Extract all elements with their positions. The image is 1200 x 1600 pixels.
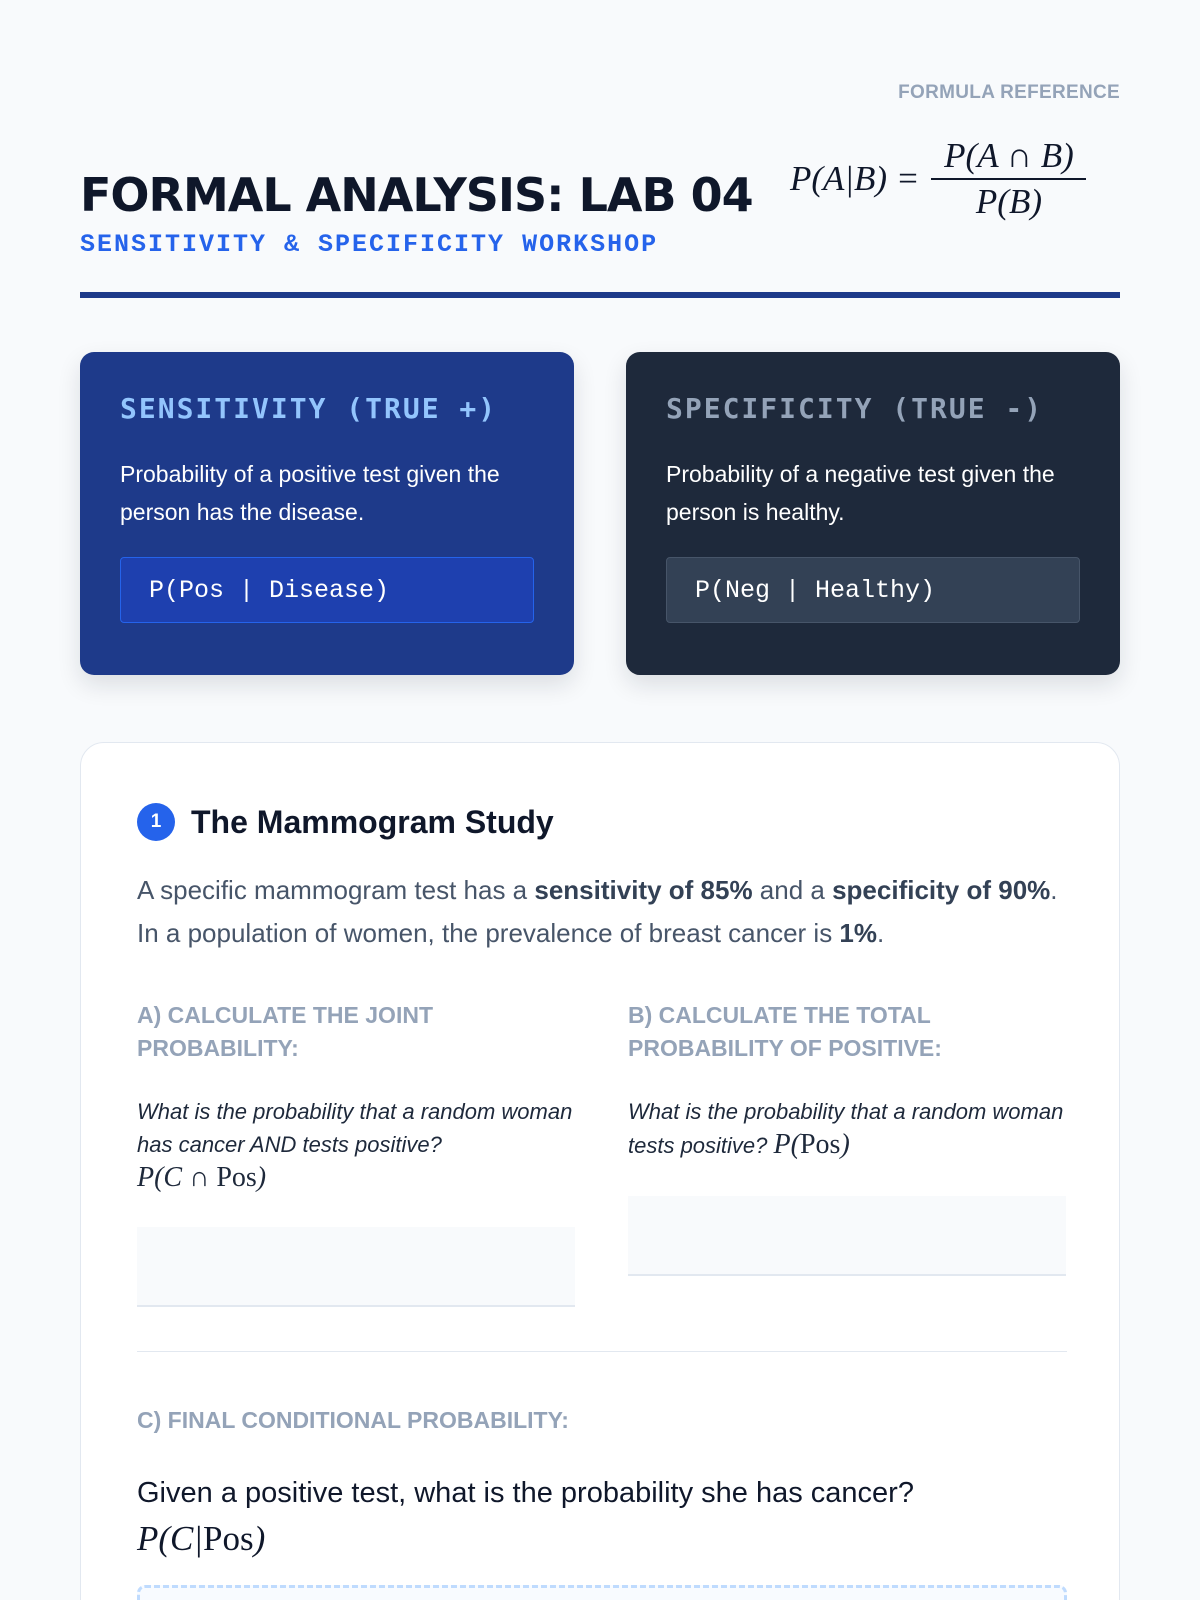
question-a-label: A) CALCULATE THE JOINT PROBABILITY: [137,1002,434,1061]
question-a-math [137,1162,266,1193]
intro-sensitivity: sensitivity of 85% [534,875,753,905]
study-title: The Mammogram Study [191,803,554,840]
question-b-math [774,1129,850,1160]
specificity-card [626,352,1120,675]
question-a-text [137,1095,575,1195]
math-word: Pos [799,1129,841,1160]
question-b-label: B) CALCULATE THE TOTAL PROBABILITY OF POSITIVE: [628,1002,942,1061]
question-c-prompt: Given a positive test, what is the probability she has cancer? [137,1477,914,1509]
study-intro [137,869,1067,955]
section-divider [137,1351,1067,1352]
question-c-math [137,1519,265,1558]
question-c-text [137,1471,1067,1564]
specificity-formula: P(Neg | Healthy) [666,557,1080,623]
question-b [628,999,1066,1276]
bayes-formula [790,136,1086,222]
header-divider [80,292,1120,298]
math-word: Pos [216,1162,257,1193]
math-var: P(C| [137,1519,204,1558]
intro-specificity: specificity of 90% [832,875,1051,905]
intro-text: . In a population of women, the prevalence of breast cancer is [137,875,1058,948]
mammogram-study-panel [80,742,1120,1600]
question-a-prompt: What is the probability that a random woman has cancer AND tests positive? [137,1099,573,1157]
intro-text: and a [752,875,833,905]
question-b-text [628,1095,1066,1162]
study-heading [137,803,554,841]
answer-c-field[interactable] [137,1585,1067,1600]
formula-fraction [931,136,1086,222]
math-var: P( [773,1129,800,1160]
sensitivity-card [80,352,574,675]
sensitivity-description: Probability of a positive test given the person has the disease. [120,461,500,525]
question-b-prompt: What is the probability that a random woman tests positive? [628,1099,1064,1158]
formula-numerator: P(A ∩ B) [944,136,1074,175]
answer-a-field[interactable] [137,1227,575,1307]
specificity-title: SPECIFICITY (TRUE -) [666,392,1044,425]
math-var: P(C ∩ [137,1162,217,1193]
formula-reference-label: FORMULA REFERENCE [898,82,1120,103]
page-title: FORMAL ANALYSIS: LAB 04 [80,168,753,222]
math-end: ) [840,1129,850,1160]
page-subtitle: SENSITIVITY & SPECIFICITY WORKSHOP [80,230,659,259]
math-end: ) [256,1162,267,1193]
sensitivity-title: SENSITIVITY (TRUE +) [120,392,498,425]
math-word: Pos [203,1519,254,1558]
formula-lhs: P(A|B) = [790,159,920,198]
intro-text: A specific mammogram test has a [137,875,535,905]
sensitivity-formula: P(Pos | Disease) [120,557,534,623]
question-c-label: C) FINAL CONDITIONAL PROBABILITY: [137,1407,569,1433]
math-end: ) [253,1519,266,1558]
question-a [137,999,575,1307]
specificity-description: Probability of a negative test given the person is healthy. [666,461,1055,525]
step-number-badge: 1 [137,803,175,841]
formula-denominator: P(B) [975,182,1042,221]
intro-text: . [877,918,885,948]
intro-prevalence: 1% [839,918,877,948]
answer-b-field[interactable] [628,1196,1066,1276]
